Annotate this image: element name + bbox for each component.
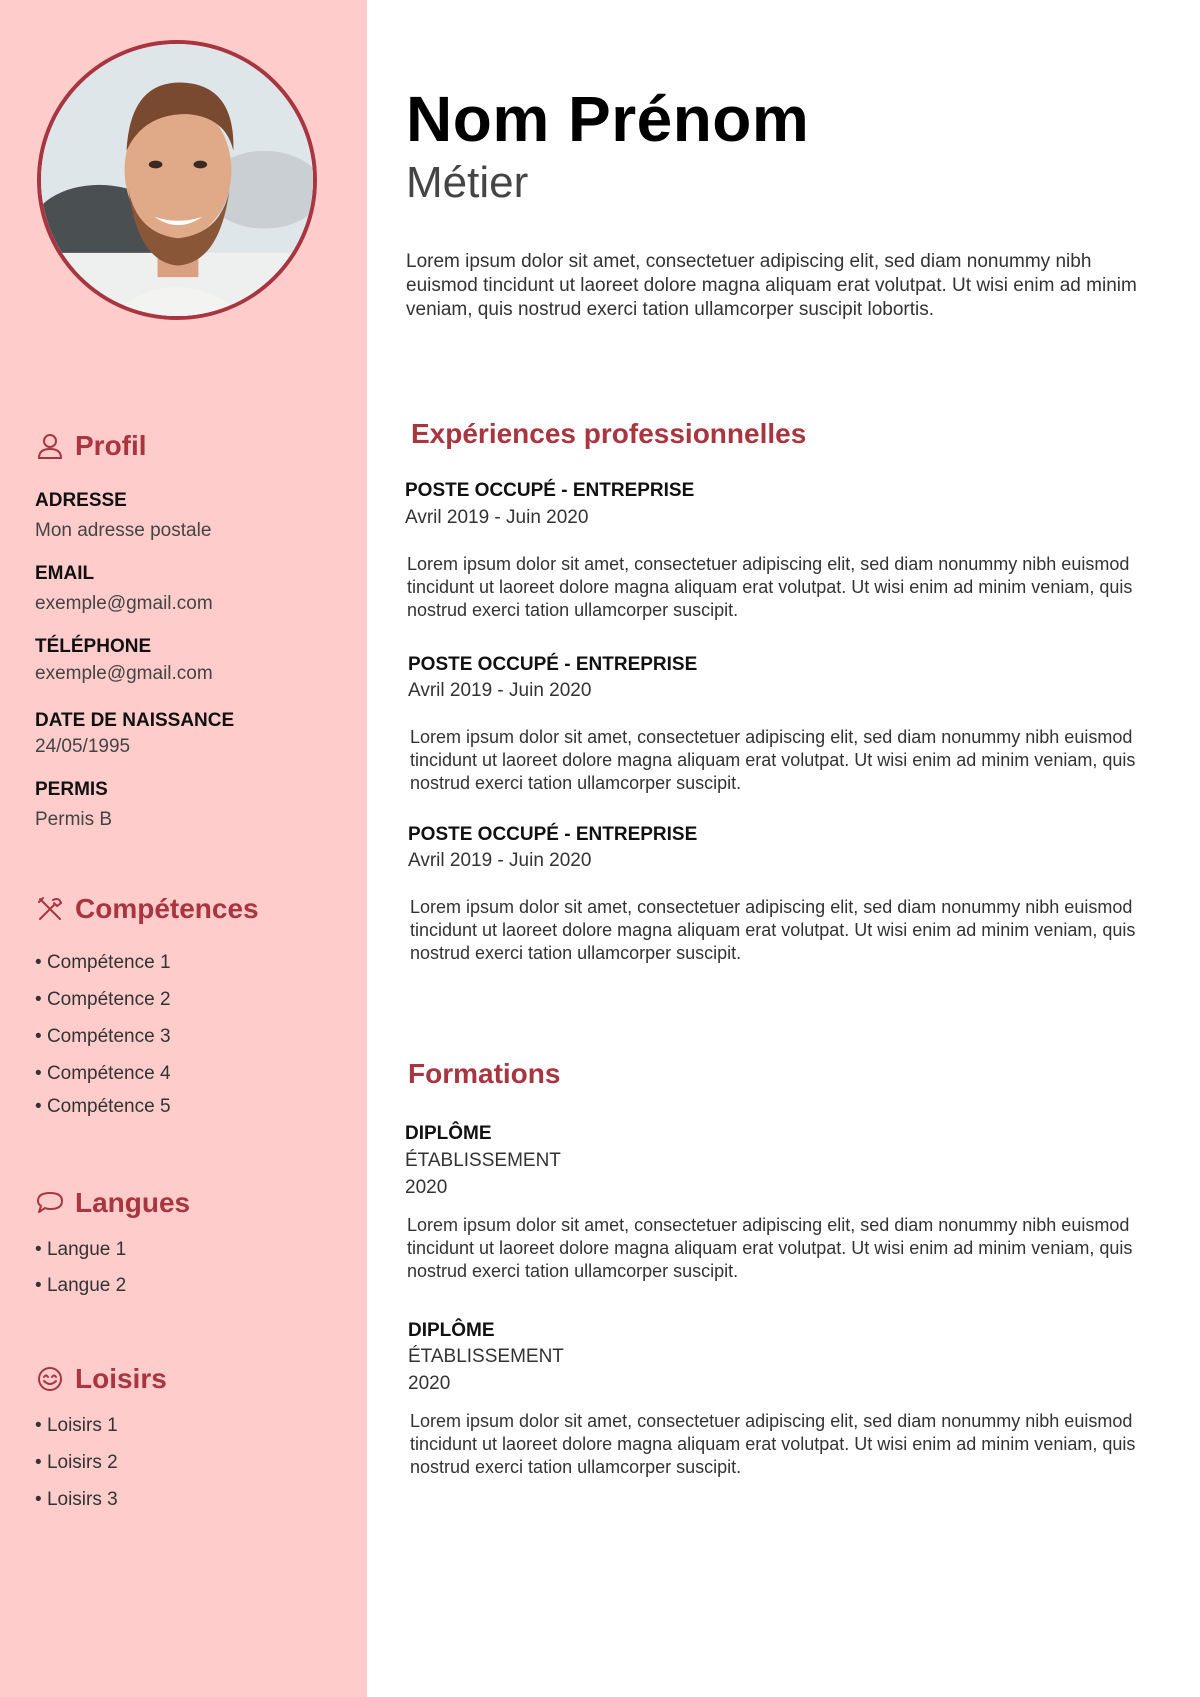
list-item: • Loisirs 3	[35, 1489, 118, 1511]
langues-heading	[35, 1187, 190, 1219]
formation-year: 2020	[408, 1373, 451, 1394]
competences-heading	[35, 893, 259, 925]
user-icon	[35, 431, 65, 461]
field-label-telephone: TÉLÉPHONE	[35, 636, 152, 657]
langues-title: Langues	[75, 1187, 191, 1218]
experience-desc: Lorem ipsum dolor sit amet, consectetuer adipiscing elit, sed diam nonummy nibh euismod tincidunt ut laoreet dolore magna aliquam erat volutpat. Ut wisi enim ad minim veniam, quis nostrud exerci tation ullamcorper suscipit.	[410, 727, 1136, 793]
portrait-illustration	[41, 44, 313, 316]
profil-heading	[35, 430, 147, 462]
experience-title: POSTE OCCUPÉ - ENTREPRISE	[408, 824, 698, 845]
formation-title: DIPLÔME	[405, 1123, 492, 1144]
experience-title: POSTE OCCUPÉ - ENTREPRISE	[408, 654, 698, 675]
list-item: • Langue 2	[35, 1275, 126, 1297]
list-item: • Compétence 3	[35, 1026, 171, 1048]
field-value-adresse: Mon adresse postale	[35, 520, 212, 541]
experience-desc: Lorem ipsum dolor sit amet, consectetuer adipiscing elit, sed diam nonummy nibh euismod tincidunt ut laoreet dolore magna aliquam erat volutpat. Ut wisi enim ad minim veniam, quis nostrud exerci tation ullamcorper suscipit.	[410, 897, 1136, 963]
smiley-icon	[35, 1364, 65, 1394]
list-item: • Compétence 5	[35, 1096, 171, 1118]
formations-heading: Formations	[408, 1058, 561, 1089]
list-item: • Compétence 4	[35, 1063, 171, 1085]
list-item: • Compétence 2	[35, 989, 171, 1011]
experience-dates: Avril 2019 - Juin 2020	[405, 507, 589, 528]
formation-title: DIPLÔME	[408, 1320, 495, 1341]
sidebar	[0, 0, 367, 1697]
formation-school: ÉTABLISSEMENT	[408, 1346, 564, 1367]
experiences-heading: Expériences professionnelles	[411, 418, 807, 449]
speech-bubble-icon	[35, 1188, 65, 1218]
field-value-email: exemple@gmail.com	[35, 593, 213, 614]
formation-desc: Lorem ipsum dolor sit amet, consectetuer adipiscing elit, sed diam nonummy nibh euismod tincidunt ut laoreet dolore magna aliquam erat volutpat. Ut wisi enim ad minim veniam, quis nostrud exerci tation ullamcorper suscipit.	[407, 1215, 1133, 1281]
field-label-adresse: ADRESSE	[35, 490, 127, 511]
job-title: Métier	[406, 158, 529, 207]
experience-dates: Avril 2019 - Juin 2020	[408, 680, 592, 701]
list-item: • Loisirs 2	[35, 1452, 118, 1474]
intro-text: Lorem ipsum dolor sit amet, consectetuer adipiscing elit, sed diam nonummy nibh euismod tincidunt ut laoreet dolore magna aliquam erat volutpat. Ut wisi enim ad minim veniam, quis nostrud exerci tation ullamcorper suscipit lobortis.	[406, 251, 1137, 320]
list-item: • Compétence 1	[35, 952, 171, 974]
profil-title: Profil	[75, 430, 147, 461]
profile-photo	[37, 40, 317, 320]
field-value-permis: Permis B	[35, 809, 113, 830]
experience-dates: Avril 2019 - Juin 2020	[408, 850, 592, 871]
experience-desc: Lorem ipsum dolor sit amet, consectetuer adipiscing elit, sed diam nonummy nibh euismod tincidunt ut laoreet dolore magna aliquam erat volutpat. Ut wisi enim ad minim veniam, quis nostrud exerci tation ullamcorper suscipit.	[407, 554, 1133, 620]
field-value-naissance: 24/05/1995	[35, 736, 131, 757]
loisirs-heading	[35, 1363, 167, 1395]
formation-year: 2020	[405, 1177, 448, 1198]
list-item: • Loisirs 1	[35, 1415, 118, 1437]
field-label-email: EMAIL	[35, 563, 95, 584]
experience-title: POSTE OCCUPÉ - ENTREPRISE	[405, 480, 695, 501]
person-name: Nom Prénom	[406, 83, 810, 155]
list-item: • Langue 1	[35, 1239, 126, 1261]
field-label-permis: PERMIS	[35, 779, 108, 800]
loisirs-title: Loisirs	[75, 1363, 167, 1394]
formation-school: ÉTABLISSEMENT	[405, 1150, 561, 1171]
field-label-naissance: DATE DE NAISSANCE	[35, 710, 235, 731]
field-value-telephone: exemple@gmail.com	[35, 663, 213, 684]
formation-desc: Lorem ipsum dolor sit amet, consectetuer adipiscing elit, sed diam nonummy nibh euismod tincidunt ut laoreet dolore magna aliquam erat volutpat. Ut wisi enim ad minim veniam, quis nostrud exerci tation ullamcorper suscipit.	[410, 1411, 1136, 1477]
tools-icon	[35, 894, 65, 924]
competences-title: Compétences	[75, 893, 259, 924]
